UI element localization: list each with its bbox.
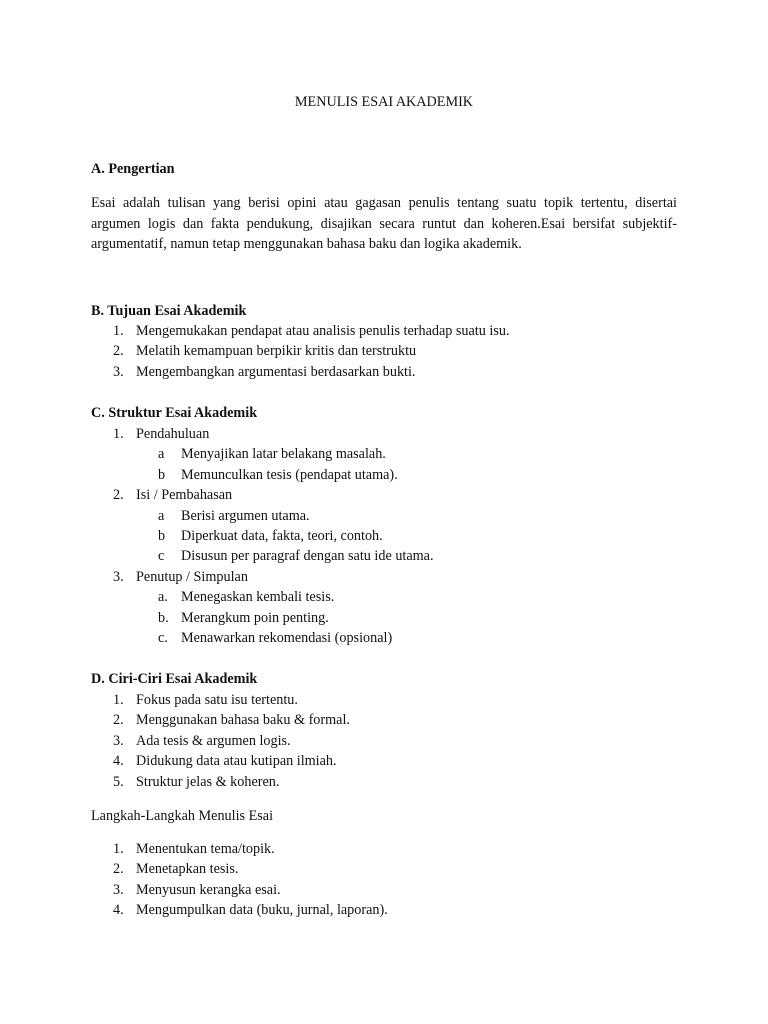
section-heading-struktur: C. Struktur Esai Akademik — [91, 405, 258, 421]
document-title: MENULIS ESAI AKADEMIK — [294, 94, 474, 110]
sub-list-marker: a. — [158, 589, 168, 605]
list-item: Menentukan tema/topik. — [136, 841, 275, 857]
sub-list-marker: b — [158, 528, 166, 544]
sub-list-marker: c. — [158, 630, 168, 646]
list-marker: 1. — [113, 692, 124, 708]
sub-list-marker: b. — [158, 610, 169, 626]
list-item: Mengembangkan argumentasi berdasarkan bukti. — [136, 364, 416, 380]
list-marker: 4. — [113, 902, 124, 918]
list-marker: 1. — [113, 426, 124, 442]
list-marker: 4. — [113, 753, 124, 769]
section-heading-tujuan: B. Tujuan Esai Akademik — [91, 303, 247, 319]
sub-list-item: Menegaskan kembali tesis. — [181, 589, 335, 605]
list-item: Penutup / Simpulan — [136, 569, 248, 585]
list-marker: 2. — [113, 861, 124, 877]
list-marker: 2. — [113, 343, 124, 359]
sub-list-marker: a — [158, 446, 165, 462]
sub-list-item: Disusun per paragraf dengan satu ide utama. — [181, 548, 434, 564]
sub-list-item: Berisi argumen utama. — [181, 508, 310, 524]
list-item: Pendahuluan — [136, 426, 210, 442]
list-item: Mengumpulkan data (buku, jurnal, laporan). — [136, 902, 388, 918]
list-marker: 3. — [113, 364, 124, 380]
list-marker: 1. — [113, 841, 124, 857]
list-marker: 3. — [113, 733, 124, 749]
sub-list-marker: b — [158, 467, 166, 483]
section-heading-langkah: Langkah-Langkah Menulis Esai — [91, 808, 274, 824]
list-item: Isi / Pembahasan — [136, 487, 233, 503]
list-marker: 3. — [113, 569, 124, 585]
sub-list-item: Menyajikan latar belakang masalah. — [181, 446, 386, 462]
list-item: Ada tesis & argumen logis. — [136, 733, 291, 749]
list-item: Didukung data atau kutipan ilmiah. — [136, 753, 337, 769]
list-item: Menggunakan bahasa baku & formal. — [136, 712, 350, 728]
sub-list-item: Memunculkan tesis (pendapat utama). — [181, 467, 398, 483]
list-item: Menyusun kerangka esai. — [136, 882, 281, 898]
section-heading-pengertian: A. Pengertian — [91, 161, 175, 177]
list-marker: 3. — [113, 882, 124, 898]
list-marker: 5. — [113, 774, 124, 790]
document-page — [91, 0, 677, 1024]
sub-list-item: Merangkum poin penting. — [181, 610, 329, 626]
sub-list-marker: c — [158, 548, 165, 564]
list-item: Melatih kemampuan berpikir kritis dan terstruktu — [136, 343, 417, 359]
list-item: Mengemukakan pendapat atau analisis penulis terhadap suatu isu. — [136, 323, 510, 339]
pengertian-paragraph: Esai adalah tulisan yang berisi opini atau gagasan penulis tentang suatu topik tertentu, disertai argumen logis dan fakta pendukung, disajikan secara runtut dan koheren.Esai bersifat subjektif-argumentatif, namun tetap menggunakan bahasa baku dan logika akademik. — [91, 195, 677, 252]
list-marker: 1. — [113, 323, 124, 339]
section-heading-ciri: D. Ciri-Ciri Esai Akademik — [91, 671, 258, 687]
list-item: Menetapkan tesis. — [136, 861, 239, 877]
list-marker: 2. — [113, 487, 124, 503]
sub-list-item: Diperkuat data, fakta, teori, contoh. — [181, 528, 383, 544]
sub-list-item: Menawarkan rekomendasi (opsional) — [181, 630, 393, 646]
sub-list-marker: a — [158, 508, 165, 524]
list-item: Struktur jelas & koheren. — [136, 774, 280, 790]
list-item: Fokus pada satu isu tertentu. — [136, 692, 298, 708]
list-marker: 2. — [113, 712, 124, 728]
